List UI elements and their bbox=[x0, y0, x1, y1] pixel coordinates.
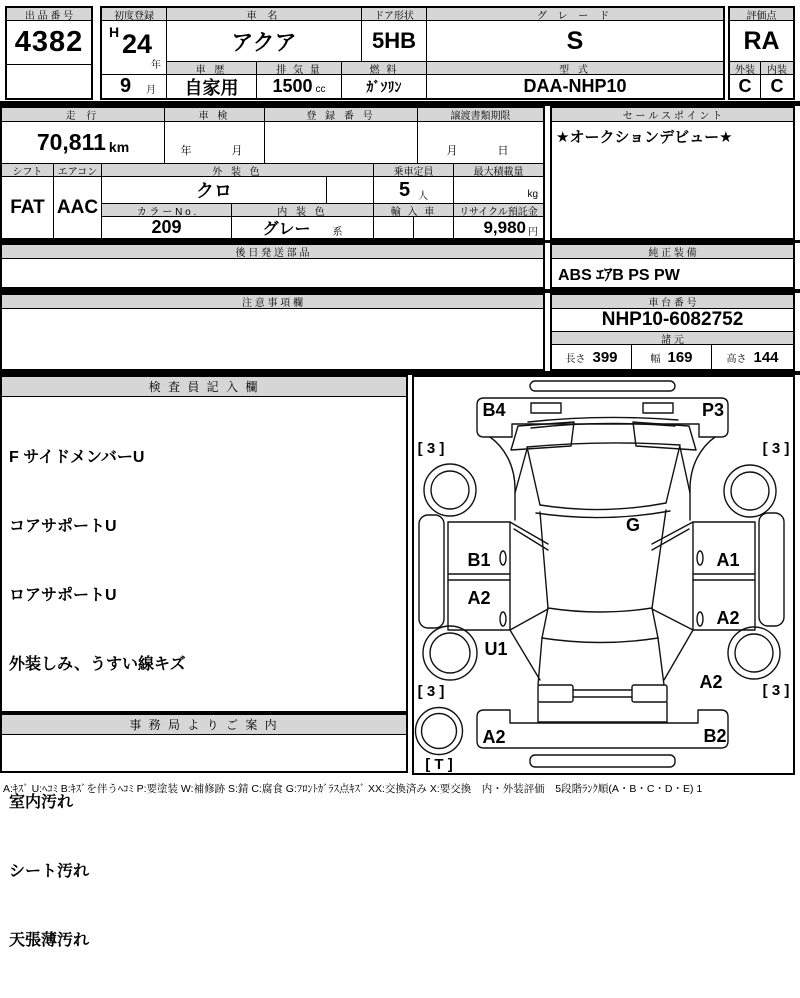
grade-value: S bbox=[427, 21, 723, 62]
height-value: 144 bbox=[753, 348, 779, 366]
hood-edge-line bbox=[528, 417, 678, 422]
left-quarter-line bbox=[510, 630, 540, 680]
factory-equipment-box bbox=[550, 243, 795, 289]
capacity-unit: 人 bbox=[418, 190, 429, 202]
mileage-number: 70,811 bbox=[36, 129, 106, 155]
rear-right-tire bbox=[728, 627, 780, 679]
capacity-value bbox=[374, 177, 454, 204]
rear-window-right bbox=[652, 608, 658, 638]
right-top-connector2 bbox=[652, 529, 689, 550]
inspection-value bbox=[165, 122, 265, 164]
displacement-unit: cc bbox=[315, 84, 326, 95]
damage-label-a1: A1 bbox=[716, 549, 740, 570]
interior-color-value bbox=[232, 217, 374, 238]
tire-depth-rear-right: [ 3 ] bbox=[762, 681, 790, 699]
mileage-value bbox=[2, 122, 165, 164]
month-unit: 月 bbox=[146, 85, 156, 96]
office-notice-header: 事 務 局 よ り ご 案 内 bbox=[2, 715, 406, 735]
transfer-deadline-placeholder: 月 日 bbox=[446, 145, 515, 157]
tailgate-right bbox=[658, 638, 664, 685]
damage-label-p3: P3 bbox=[701, 399, 725, 420]
interior-grade: C bbox=[770, 76, 784, 96]
aircon-header: エアコン bbox=[54, 164, 102, 177]
aircon-value: AAC bbox=[54, 177, 102, 238]
shift-value: FAT bbox=[2, 177, 54, 238]
inspector-note-line: F サイドメンバーU bbox=[9, 449, 145, 466]
recycle-deposit-header: リサイクル預託金 bbox=[454, 204, 543, 217]
spec-height bbox=[712, 345, 793, 369]
fuel-header: 燃 料 bbox=[342, 62, 427, 75]
registration-number-header: 登 録 番 号 bbox=[265, 108, 418, 122]
max-load-header: 最大積載量 bbox=[454, 164, 543, 177]
right-quarter-line bbox=[664, 630, 693, 680]
auction-number-box bbox=[5, 6, 93, 100]
a-pillar-right bbox=[680, 447, 690, 493]
exterior-color-sub-cell bbox=[327, 177, 374, 204]
windshield-bottom bbox=[540, 503, 666, 510]
model-code-value: DAA-NHP10 bbox=[523, 76, 627, 96]
chassis-number-header: 車 台 番 号 bbox=[552, 295, 793, 309]
recycle-deposit-unit: 円 bbox=[528, 227, 538, 238]
office-notice-value bbox=[2, 735, 406, 771]
roof-right bbox=[652, 510, 666, 608]
right-door-divider bbox=[693, 574, 755, 580]
taillight-right bbox=[632, 685, 667, 702]
damage-label-b4: B4 bbox=[482, 399, 506, 420]
front-right-tire bbox=[724, 465, 776, 517]
taillight-connector bbox=[573, 690, 632, 697]
import-car-value bbox=[374, 217, 414, 238]
height-label: 高さ bbox=[726, 353, 747, 365]
rear-left-rim bbox=[430, 633, 470, 673]
color-no-value: 209 bbox=[102, 217, 232, 238]
registration-number-value bbox=[265, 122, 418, 164]
damage-label-g: G bbox=[625, 514, 641, 535]
car-damage-diagram bbox=[414, 377, 793, 773]
door-shape-header: ドア形状 bbox=[362, 8, 427, 21]
max-load-unit: kg bbox=[527, 188, 538, 200]
displacement-header: 排 気 量 bbox=[257, 62, 342, 75]
interior-header: 内装 bbox=[761, 62, 793, 75]
chassis-number-value: NHP10-6082752 bbox=[552, 309, 793, 332]
inspector-note-line: 室内汚れ bbox=[9, 794, 74, 811]
roof-left bbox=[540, 512, 548, 608]
exterior-header: 外装 bbox=[730, 62, 761, 75]
car-history-header: 車 歴 bbox=[167, 62, 257, 75]
first-registration-value bbox=[102, 21, 167, 75]
front-roof-strip bbox=[530, 381, 675, 391]
right-rear-door-handle bbox=[697, 612, 703, 626]
right-rocker-panel bbox=[759, 513, 784, 626]
taillight-left bbox=[538, 685, 573, 702]
caution-notes-header: 注 意 事 項 欄 bbox=[2, 295, 543, 309]
caution-notes-value bbox=[2, 309, 543, 369]
score-value: RA bbox=[730, 21, 793, 62]
fuel-value: ｶﾞｿﾘﾝ bbox=[342, 75, 427, 98]
office-notice-box bbox=[0, 713, 408, 773]
mileage-header: 走 行 bbox=[2, 108, 165, 122]
car-name-value: アクア bbox=[167, 21, 362, 62]
inspector-note-line: 天張薄汚れ bbox=[9, 932, 90, 949]
tire-depth-rear-left: [ 3 ] bbox=[417, 682, 445, 700]
auction-number-value: 4382 bbox=[7, 21, 91, 65]
width-label: 幅 bbox=[650, 353, 661, 365]
rear-window-bottom bbox=[542, 638, 658, 643]
inspection-header: 車 検 bbox=[165, 108, 265, 122]
first-registration-year: 24 bbox=[122, 29, 153, 59]
transfer-deadline-header: 譲渡書類期限 bbox=[418, 108, 543, 122]
damage-label-u1: U1 bbox=[484, 638, 508, 659]
mileage-unit: km bbox=[108, 138, 130, 155]
front-left-rim bbox=[431, 471, 469, 509]
grade-header: グ レ ー ド bbox=[427, 8, 723, 21]
vehicle-info-box bbox=[100, 6, 725, 100]
spec-width bbox=[632, 345, 712, 369]
recycle-deposit-number: 9,980 bbox=[483, 217, 526, 237]
length-label: 長さ bbox=[565, 353, 586, 365]
later-shipped-parts-box bbox=[0, 243, 545, 289]
interior-color-name: グレー bbox=[262, 221, 311, 238]
a-pillar-left bbox=[515, 449, 527, 493]
windshield-top bbox=[527, 443, 680, 447]
width-value: 169 bbox=[667, 348, 693, 366]
damage-label-quarter-a2: A2 bbox=[699, 671, 723, 692]
shift-header: シフト bbox=[2, 164, 54, 177]
tailgate-bottom bbox=[538, 702, 667, 722]
later-shipped-parts-value bbox=[2, 259, 543, 287]
inspector-notes-header: 検 査 員 記 入 欄 bbox=[2, 377, 406, 397]
exterior-grade: C bbox=[730, 75, 761, 98]
year-unit: 年 bbox=[151, 60, 161, 71]
sales-point-value: ★オークションデビュー★ bbox=[556, 129, 733, 146]
caution-notes-box bbox=[0, 293, 545, 371]
damage-label-b2: B2 bbox=[703, 725, 727, 746]
windshield-right bbox=[666, 445, 680, 503]
import-car-header: 輸 入 車 bbox=[374, 204, 454, 217]
rear-strip bbox=[530, 755, 675, 767]
max-load-value bbox=[454, 177, 543, 204]
front-left-tire bbox=[424, 464, 476, 516]
mileage-color-box bbox=[0, 106, 545, 240]
era-code: H bbox=[109, 24, 120, 40]
cowl-line bbox=[536, 511, 670, 518]
import-car-sub-cell bbox=[414, 217, 454, 238]
inspector-note-line: コアサポートU bbox=[9, 518, 117, 535]
color-no-header: カ ラ ー N o . bbox=[102, 204, 232, 217]
auction-number-empty bbox=[7, 65, 91, 98]
month-value: 9 bbox=[120, 75, 132, 97]
capacity-header: 乗車定員 bbox=[374, 164, 454, 177]
damage-label-left-a2: A2 bbox=[467, 587, 491, 608]
score-box bbox=[728, 6, 795, 100]
front-detail-left bbox=[531, 403, 561, 413]
tire-depth-front-left: [ 3 ] bbox=[417, 439, 445, 457]
exterior-color-header: 外 装 色 bbox=[102, 164, 374, 177]
left-door-divider bbox=[448, 574, 510, 580]
left-front-door-handle bbox=[500, 551, 506, 565]
recycle-deposit-value bbox=[454, 217, 543, 238]
car-name-header: 車 名 bbox=[167, 8, 362, 21]
windshield-left bbox=[527, 447, 540, 505]
right-top-connector bbox=[652, 522, 693, 544]
damage-code-legend: A:ｷｽﾞ U:ﾍｺﾐ B:ｷｽﾞを伴うﾍｺﾐ P:要塗装 W:補修跡 S:錆 C:腐食 G:ﾌﾛﾝﾄｶﾞﾗｽ点ｷｽﾞ XX:交換済み X:要交換 内・外装評価 5段階ﾗﾝｸ順(A・B・C・D・E) 1 bbox=[3, 783, 703, 795]
specs-header: 諸 元 bbox=[552, 332, 793, 345]
damage-label-bumper-a2: A2 bbox=[482, 726, 506, 747]
car-diagram-box bbox=[412, 375, 795, 775]
rear-right-rim bbox=[735, 634, 773, 672]
front-detail-right bbox=[643, 403, 673, 413]
inspector-note-line: ロアサポートU bbox=[9, 587, 117, 604]
first-registration-header: 初度登録 bbox=[102, 8, 167, 21]
spec-length bbox=[552, 345, 632, 369]
sales-point-box bbox=[550, 106, 795, 240]
sales-point-header: セ ー ル ス ポ イ ン ト bbox=[552, 108, 793, 122]
car-history-value: 自家用 bbox=[167, 75, 257, 98]
left-rear-door-handle bbox=[500, 612, 506, 626]
chassis-number-box bbox=[550, 293, 795, 371]
exterior-color-value: クロ bbox=[102, 177, 327, 204]
displacement-number: 1500 bbox=[272, 76, 313, 96]
length-value: 399 bbox=[592, 348, 618, 366]
rear-left-tire bbox=[423, 626, 477, 680]
auction-number-header: 出 品 番 号 bbox=[7, 8, 91, 21]
headlight-right bbox=[633, 422, 696, 450]
capacity-number: 5 bbox=[398, 178, 411, 201]
damage-label-right-a2: A2 bbox=[716, 607, 740, 628]
inspection-placeholder: 年 月 bbox=[180, 145, 249, 157]
interior-color-header: 内 装 色 bbox=[232, 204, 374, 217]
first-registration-month bbox=[102, 75, 167, 98]
rear-window-top bbox=[548, 608, 652, 612]
displacement-value bbox=[257, 75, 342, 98]
inspector-note-line: シート汚れ bbox=[9, 863, 90, 880]
right-front-door-handle bbox=[697, 551, 703, 565]
factory-equipment-header: 純 正 装 備 bbox=[552, 245, 793, 259]
rear-bumper-outline bbox=[477, 710, 728, 748]
damage-label-b1: B1 bbox=[467, 549, 491, 570]
left-rocker-panel bbox=[419, 515, 444, 628]
door-shape-value: 5HB bbox=[362, 21, 427, 62]
spare-tire-label: [ T ] bbox=[425, 755, 453, 773]
tire-depth-front-right: [ 3 ] bbox=[762, 439, 790, 457]
spare-tire-rim bbox=[422, 714, 457, 749]
factory-equipment-value: ABS ｴｱB PS PW bbox=[558, 267, 680, 284]
front-right-rim bbox=[731, 472, 769, 510]
right-bottom-connector bbox=[652, 609, 693, 630]
score-header: 評価点 bbox=[730, 8, 793, 21]
model-code-header: 型 式 bbox=[427, 62, 723, 75]
later-shipped-parts-header: 後 日 発 送 部 品 bbox=[2, 245, 543, 259]
spare-tire bbox=[416, 708, 463, 755]
transfer-deadline-value bbox=[418, 122, 543, 164]
left-bottom-connector bbox=[510, 609, 548, 630]
inspector-note-line: 外装しみ、うすい線キズ bbox=[9, 656, 186, 673]
interior-color-suffix: 系 bbox=[332, 227, 343, 238]
